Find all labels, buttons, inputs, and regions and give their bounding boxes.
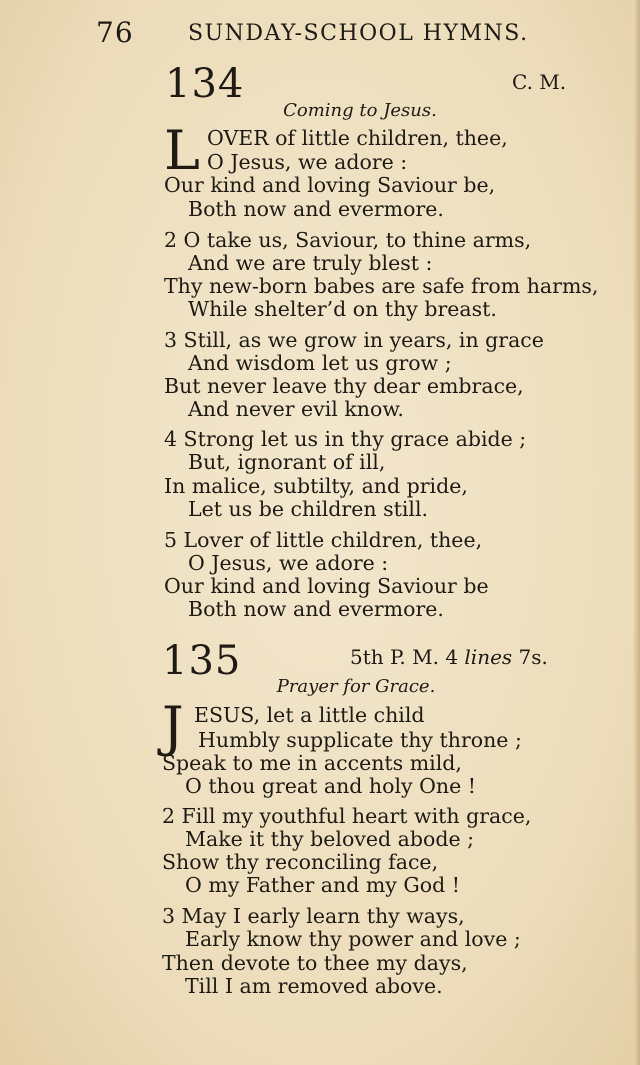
verse-line: Then devote to thee my days, [162, 951, 468, 975]
hymn-title: Coming to Jesus. [283, 100, 437, 121]
verse-line: Early know thy power and love ; [185, 927, 521, 951]
meter-prefix: 5th P. M. 4 [350, 645, 459, 669]
verse-line: Humbly supplicate thy throne ; [198, 728, 522, 752]
verse-line: And we are truly blest : [188, 251, 433, 275]
hymn-meter [350, 645, 548, 669]
verse-line: 3 May I early learn thy ways, [162, 904, 465, 928]
verse-line: In malice, subtilty, and pride, [164, 474, 468, 498]
verse-line: Our kind and loving Saviour be [164, 574, 489, 598]
verse-line: O Jesus, we adore : [188, 551, 389, 575]
meter-italic: lines [464, 645, 513, 669]
verse-line: 5 Lover of little children, thee, [164, 528, 483, 552]
drop-cap: J [162, 695, 184, 758]
verse-line: And never evil know. [188, 397, 404, 421]
verse-line: Let us be children still. [188, 497, 429, 521]
hymn-meter: C. M. [512, 70, 567, 94]
verse-line: 4 Strong let us in thy grace abide ; [164, 427, 527, 451]
verse-line: ESUS, let a little child [194, 703, 425, 727]
verse-line: O my Father and my God ! [185, 873, 460, 897]
verse-line: 2 O take us, Saviour, to thine arms, [164, 228, 532, 252]
hymn-number: 135 [162, 638, 242, 684]
meter-suffix: 7s. [518, 645, 548, 669]
verse-line: OVER of little children, thee, [207, 126, 508, 150]
verse-line: Both now and evermore. [188, 597, 444, 621]
verse-line: But, ignorant of ill, [188, 450, 386, 474]
verse-line: And wisdom let us grow ; [188, 351, 452, 375]
verse-line: Make it thy beloved abode ; [185, 827, 475, 851]
verse-line: Speak to me in accents mild, [162, 751, 462, 775]
page-number: 76 [96, 16, 134, 49]
verse-line: Show thy reconciling face, [162, 850, 439, 874]
verse-line: Both now and evermore. [188, 197, 444, 221]
hymn-title: Prayer for Grace. [276, 676, 436, 697]
verse-line: But never leave thy dear embrace, [164, 374, 524, 398]
verse-line: Thy new-born babes are safe from harms, [164, 274, 599, 298]
verse-line: Till I am removed above. [185, 974, 443, 998]
verse-line: 2 Fill my youthful heart with grace, [162, 804, 532, 828]
page-edge [634, 0, 640, 1065]
page-header [0, 16, 640, 52]
drop-cap: L [164, 119, 200, 182]
verse-line: 3 Still, as we grow in years, in grace [164, 328, 544, 352]
running-head: SUNDAY-SCHOOL HYMNS. [188, 21, 529, 46]
verse-line: While shelter’d on thy breast. [188, 297, 497, 321]
hymn-number: 134 [165, 61, 245, 107]
verse-line: Our kind and loving Saviour be, [164, 173, 496, 197]
verse-line: O thou great and holy One ! [185, 774, 477, 798]
verse-line: O Jesus, we adore : [207, 150, 408, 174]
